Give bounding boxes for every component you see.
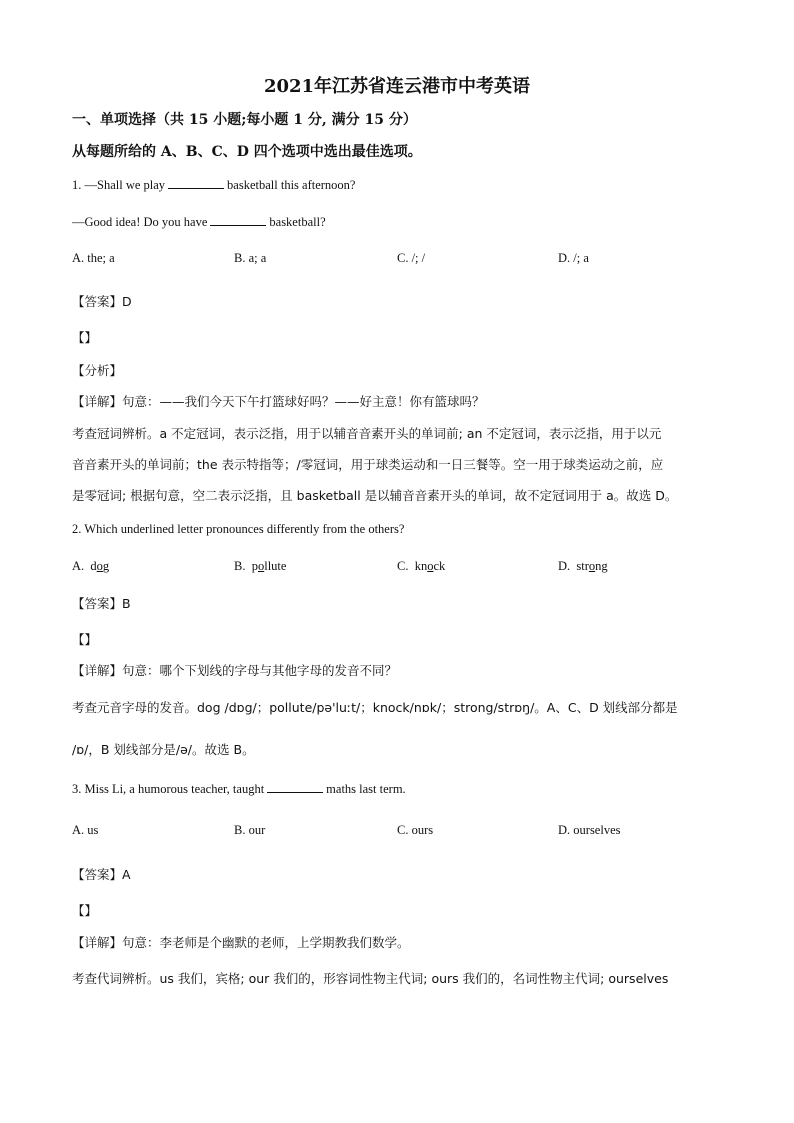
q3-answer-value: A	[122, 867, 131, 882]
q2-option-d-post: ng	[595, 559, 608, 573]
q3-option-c: C. ours	[397, 823, 434, 837]
section-instruction: 从每题所给的 A、B、C、D 四个选项中选出最佳选项。	[72, 144, 422, 160]
q3-question-start: 3. Miss Li, a humorous teacher, taught	[72, 782, 265, 796]
q1-analysis-label: 【分析】	[72, 363, 123, 378]
q1-option-a: A. the; a	[72, 251, 115, 265]
q1-answer-value: D	[122, 294, 132, 309]
q2-question: 2. Which underlined letter pronounces differently from the others?	[72, 522, 405, 536]
q1-explanation-2: 音音素开头的单词前；the 表示特指等；/零冠词，用于球类运动和一日三餐等。空一用于球类运动之前，应	[72, 457, 664, 472]
q3-blank	[267, 782, 323, 793]
q2-answer-label: 【答案】	[72, 596, 123, 611]
q1-option-d: D. /; a	[558, 251, 589, 265]
q2-answer-value: B	[122, 596, 131, 611]
q2-option-b	[234, 559, 286, 574]
q2-option-a-underlined: o	[96, 559, 103, 573]
q2-option-a-label: A.	[72, 559, 85, 573]
q1-blank-1	[168, 178, 224, 189]
q1-line1-start: 1. —Shall we play	[72, 178, 166, 192]
q3-option-d: D. ourselves	[558, 823, 621, 837]
q1-line2	[72, 215, 326, 230]
q1-blank-2	[210, 215, 266, 226]
q2-explanation-2: /ɒ/，B 划线部分是/ə/。故选 B。	[72, 742, 255, 757]
q1-explanation-1: 考查冠词辨析。a 不定冠词，表示泛指，用于以辅音音素开头的单词前; an 不定冠词，表示泛指，用于以元	[72, 426, 662, 441]
q3-option-a: A. us	[72, 823, 99, 837]
q2-option-c-underlined: o	[427, 559, 434, 573]
q1-explanation-3: 是零冠词; 根据句意，空二表示泛指，且 basketball 是以辅音音素开头的单词，故不定冠词用于 a。故选 D。	[72, 488, 678, 503]
q3-question-end: maths last term.	[326, 782, 406, 796]
q1-detail: 【详解】句意：——我们今天下午打篮球好吗？——好主意！你有篮球吗？	[72, 394, 485, 409]
q1-line2-start: —Good idea! Do you have	[72, 215, 208, 229]
q1-answer	[72, 292, 132, 310]
q1-answer-label: 【答案】	[72, 294, 123, 309]
q2-option-d	[558, 559, 608, 574]
q2-option-c-post: ck	[433, 559, 446, 573]
q2-option-b-label: B.	[234, 559, 246, 573]
section-heading: 一、单项选择（共 15 小题;每小题 1 分, 满分 15 分）	[72, 112, 417, 128]
q2-option-b-post: llute	[264, 559, 287, 573]
q2-option-a-pre: d	[90, 559, 97, 573]
q2-option-b-pre: p	[251, 559, 258, 573]
q2-option-b-underlined: o	[257, 559, 265, 573]
page-title: 2021年江苏省连云港市中考英语	[263, 76, 531, 97]
q1-line1	[72, 178, 355, 193]
q3-option-b: B. our	[234, 823, 266, 837]
q2-option-d-pre: str	[576, 559, 589, 573]
q3-answer	[72, 865, 131, 883]
q3-explanation-1: 考查代词辨析。us 我们，宾格; our 我们的，形容词性物主代词; ours 我们的，名词性物主代词; ourselves	[72, 971, 669, 986]
q1-line2-end: basketball?	[269, 215, 326, 229]
q2-option-a-post: g	[102, 559, 110, 573]
q1-bracket: 【】	[72, 330, 98, 345]
q1-option-c: C. /; /	[397, 251, 426, 265]
q3-detail: 【详解】句意：李老师是个幽默的老师，上学期教我们数学。	[72, 935, 410, 950]
q2-option-c-pre: kn	[414, 559, 428, 573]
q2-bracket: 【】	[72, 632, 98, 647]
q1-line1-end: basketball this afternoon?	[227, 178, 356, 192]
q2-answer	[72, 594, 131, 612]
q2-option-d-underlined: o	[588, 559, 596, 573]
q1-option-b: B. a; a	[234, 251, 267, 265]
q2-explanation-1: 考查元音字母的发音。dog /dɒg/；pollute/pə'luːt/；knock/nɒk/；strong/strɒŋ/。A、C、D 划线部分都是	[72, 700, 678, 715]
q2-option-d-label: D.	[558, 559, 571, 573]
q2-option-c-label: C.	[397, 559, 409, 573]
q2-detail: 【详解】句意：哪个下划线的字母与其他字母的发音不同？	[72, 663, 398, 678]
q2-option-a	[72, 559, 109, 574]
q3-answer-label: 【答案】	[72, 867, 123, 882]
q3-question	[72, 782, 406, 797]
q2-option-c	[397, 559, 445, 574]
q3-bracket: 【】	[72, 903, 98, 918]
